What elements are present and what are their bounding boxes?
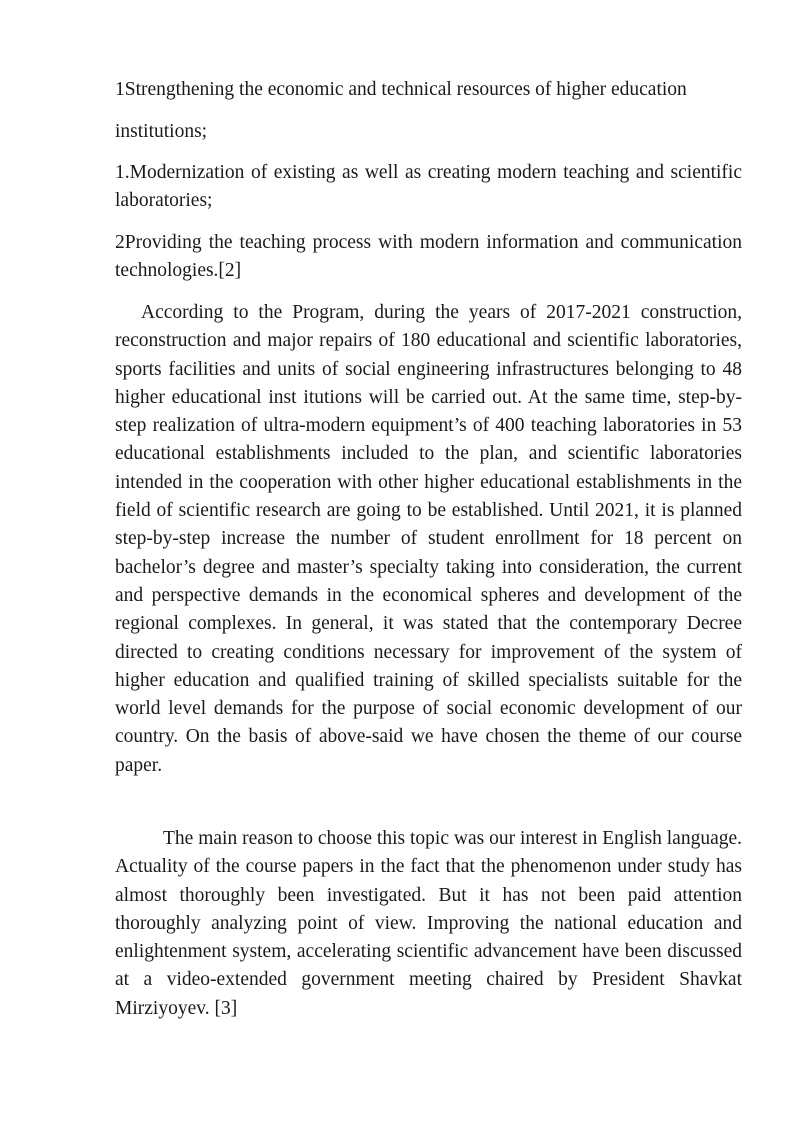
list-item-continuation: institutions; [115, 121, 208, 142]
list-item-strengthening: 1Strengthening the economic and technical resources of higher education [115, 79, 687, 100]
body-paragraph-program: According to the Program, during the years of 2017-2021 construction, reconstruction and major repairs of 180 educational and scientific laboratories, sports facilities and units of social engineering infrastructures belonging to 48 higher educational inst itutions will be carried out. At the same time, step-by-step realization of ultra-modern equipment’s of 400 teaching laboratories in 53 educational establishments included to the plan, and scientific laboratories intended in the cooperation with other higher educational establishments in the field of scientific research are going to be established. Until 2021, it is planned step-by-step increase the number of student enrollment for 18 percent on bachelor’s degree and master’s specialty taking into consideration, the current and perspective demands in the economical spheres and development of the regional complexes. In general, it was stated that the contemporary Decree directed to creating conditions necessary for improvement of the system of higher education and qualified training of skilled specialists suitable for the world level demands for the purpose of social economic development of our country. On the basis of above-said we have chosen the theme of our course paper. [115, 302, 742, 776]
body-paragraph-reason: The main reason to choose this topic was our interest in English language. Actuality of the course papers in the fact that the phenomenon under study has almost thoroughly been investigated. But it has not been paid attention thoroughly analyzing point of view. Improving the national education and enlightenment system, accelerating scientific advancement have been discussed at a video-extended government meeting chaired by President Shavkat Mirziyoyev. [3] [115, 828, 742, 1019]
list-item-modernization: 1.Modernization of existing as well as creating modern teaching and scientific laboratories; [115, 162, 742, 212]
list-item-providing: 2Providing the teaching process with modern information and communication technologies.[2] [115, 232, 742, 282]
